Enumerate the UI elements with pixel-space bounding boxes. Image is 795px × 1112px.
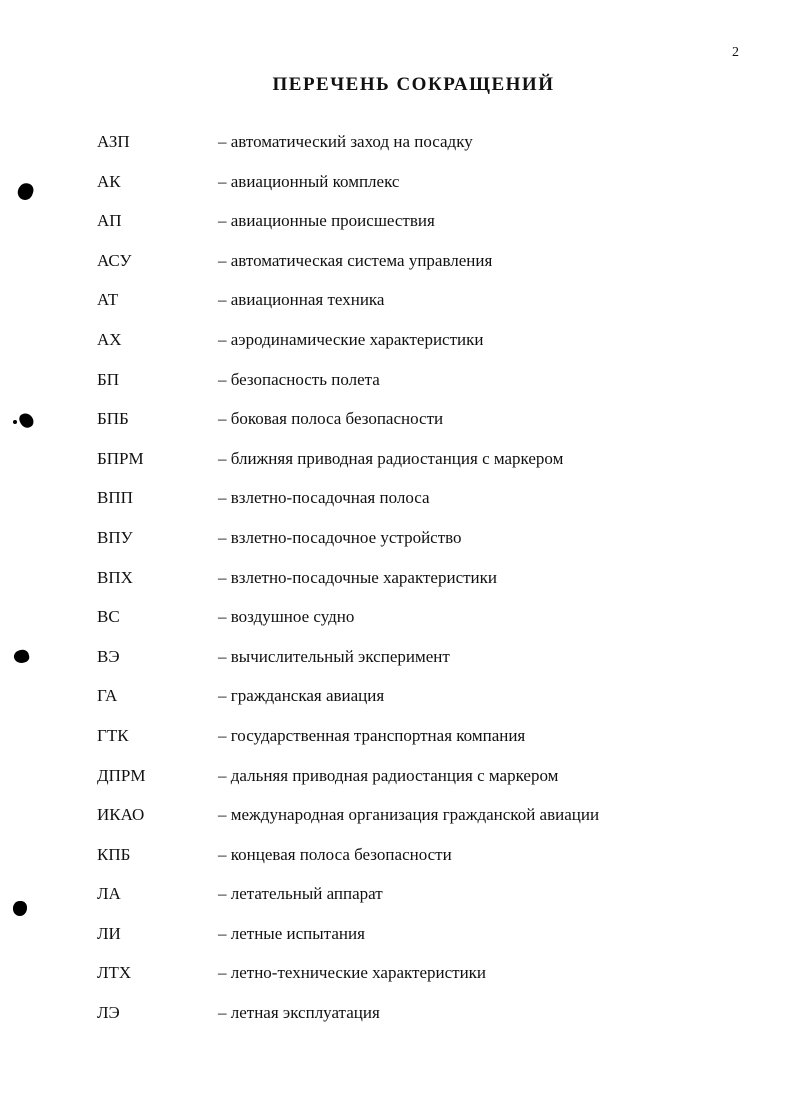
abbreviation-definition: – концевая полоса безопасности [218, 845, 452, 865]
abbreviation-term: ДПРМ [97, 765, 146, 785]
page-number: 2 [732, 45, 739, 60]
abbreviation-row [97, 845, 599, 885]
abbreviation-term: ГА [97, 686, 118, 706]
abbreviation-definition: – взлетно-посадочные характеристики [218, 568, 497, 588]
abbreviation-definition: – летно-технические характеристики [218, 963, 486, 983]
abbreviation-definition: – авиационная техника [218, 290, 384, 310]
abbreviation-term: ВЭ [97, 646, 120, 666]
abbreviation-definition: – взлетно-посадочное устройство [218, 528, 462, 548]
scan-blot [13, 648, 31, 664]
abbreviation-definition: – летательный аппарат [218, 884, 383, 904]
abbreviation-row [97, 290, 599, 330]
abbreviation-definition: – государственная транспортная компания [218, 726, 525, 746]
abbreviation-row [97, 330, 599, 370]
abbreviation-term: ВС [97, 607, 120, 627]
abbreviation-term: ЛЭ [97, 1003, 120, 1023]
abbreviation-row [97, 607, 599, 647]
abbreviation-term: АК [97, 171, 121, 191]
abbreviation-definition: – автоматический заход на посадку [218, 132, 473, 152]
scan-blot [16, 181, 36, 202]
abbreviation-term: ЛИ [97, 923, 121, 943]
abbreviation-row [97, 647, 599, 687]
abbreviation-definition: – ближняя приводная радиостанция с маркером [218, 449, 563, 469]
abbreviation-term: БП [97, 369, 120, 389]
abbreviation-row [97, 172, 599, 212]
abbreviation-row [97, 251, 599, 291]
abbreviation-term: ВПХ [97, 567, 133, 587]
abbreviation-row [97, 488, 599, 528]
abbreviation-definition: – автоматическая система управления [218, 251, 492, 271]
abbreviation-term: ЛТХ [97, 963, 132, 983]
abbreviation-term: АСУ [97, 250, 132, 270]
abbreviation-definition: – безопасность полета [218, 370, 380, 390]
abbreviation-term: ИКАО [97, 805, 145, 825]
abbreviation-row [97, 805, 599, 845]
abbreviation-term: АЗП [97, 132, 130, 151]
abbreviation-row [97, 370, 599, 410]
abbreviation-term: АП [97, 211, 122, 231]
abbreviation-row [97, 963, 599, 1003]
scan-blot [13, 420, 17, 424]
abbreviation-row [97, 409, 599, 449]
abbreviation-definition: – летные испытания [218, 924, 365, 944]
abbreviation-row [97, 686, 599, 726]
abbreviation-definition: – гражданская авиация [218, 686, 384, 706]
abbreviation-row [97, 449, 599, 489]
abbreviation-list [97, 132, 599, 1043]
abbreviation-row [97, 924, 599, 964]
scan-blot [17, 411, 35, 430]
abbreviation-row [97, 528, 599, 568]
abbreviation-row [97, 132, 599, 172]
abbreviation-definition: – вычислительный эксперимент [218, 647, 450, 667]
abbreviation-term: АТ [97, 290, 119, 310]
abbreviation-definition: – взлетно-посадочная полоса [218, 488, 430, 508]
abbreviation-row [97, 726, 599, 766]
abbreviation-row [97, 211, 599, 251]
abbreviation-term: ЛА [97, 884, 121, 904]
abbreviation-term: БПБ [97, 409, 129, 429]
abbreviation-term: КПБ [97, 844, 131, 864]
scan-blot [13, 901, 27, 916]
abbreviation-definition: – авиационные происшествия [218, 211, 435, 231]
abbreviation-row [97, 1003, 599, 1043]
abbreviation-definition: – летная эксплуатация [218, 1003, 380, 1023]
abbreviation-row [97, 568, 599, 608]
abbreviation-definition: – международная организация гражданской авиации [218, 805, 599, 825]
abbreviation-term: ВПУ [97, 527, 133, 547]
abbreviation-definition: – авиационный комплекс [218, 172, 399, 192]
abbreviation-row [97, 884, 599, 924]
abbreviation-row [97, 766, 599, 806]
abbreviation-definition: – воздушное судно [218, 607, 354, 627]
abbreviation-definition: – боковая полоса безопасности [218, 409, 443, 429]
abbreviation-definition: – аэродинамические характеристики [218, 330, 483, 350]
abbreviation-definition: – дальняя приводная радиостанция с маркером [218, 766, 558, 786]
abbreviation-term: БПРМ [97, 448, 144, 468]
abbreviation-term: ГТК [97, 725, 129, 745]
abbreviation-term: АХ [97, 329, 122, 349]
abbreviation-term: ВПП [97, 488, 133, 508]
page-title: ПЕРЕЧЕНЬ СОКРАЩЕНИЙ [272, 74, 555, 95]
